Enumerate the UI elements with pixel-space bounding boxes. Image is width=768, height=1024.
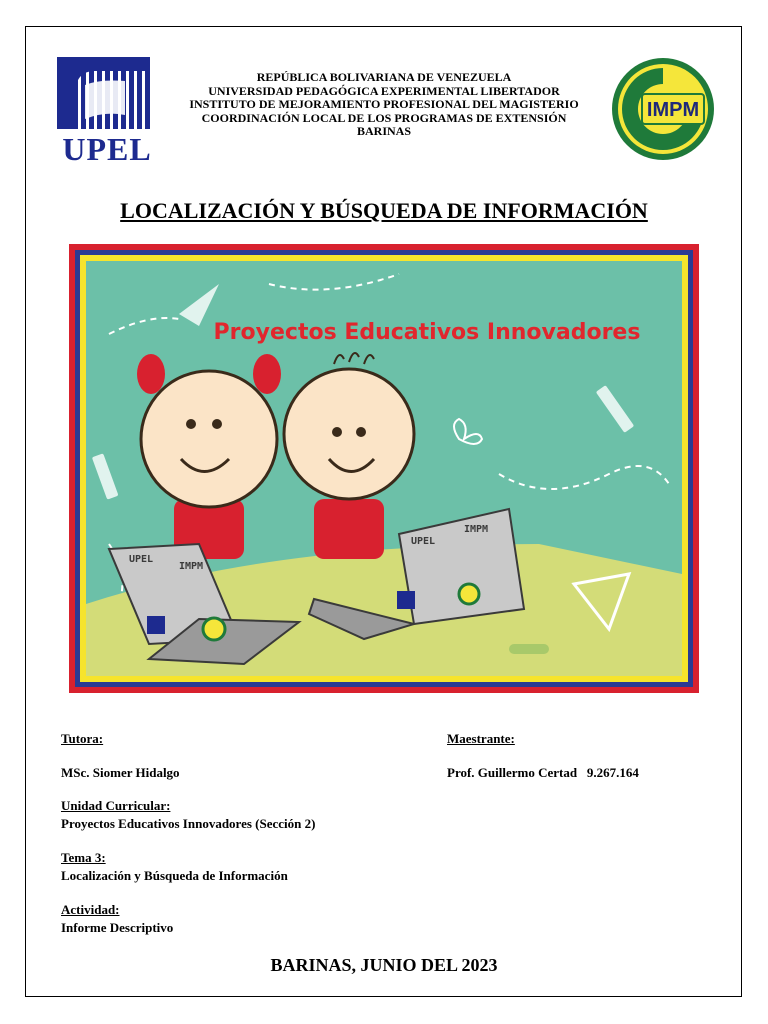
actividad-label: Actividad: <box>61 902 120 917</box>
laptop-right-label-upel: UPEL <box>411 536 436 547</box>
tutora-value: MSc. Siomer Hidalgo <box>61 765 180 780</box>
impm-logo <box>610 56 716 162</box>
tema-value: Localización y Búsqueda de Información <box>61 868 288 883</box>
cover-headline: Proyectos Educativos Innovadores <box>213 320 641 345</box>
unidad-curricular-value: Proyectos Educativos Innovadores (Sección 2) <box>61 816 316 831</box>
laptop-left-label-upel: UPEL <box>129 554 154 565</box>
laptop-left-label-impm: IMPM <box>179 561 204 572</box>
cover-illustration <box>69 244 699 693</box>
tema-label: Tema 3: <box>61 850 106 865</box>
institution-header <box>170 71 598 139</box>
tutora-label: Tutora: <box>61 731 104 746</box>
impm-logo-text: IMPM <box>646 99 700 121</box>
header-line: UNIVERSIDAD PEDAGÓGICA EXPERIMENTAL LIBERTADOR <box>208 83 560 98</box>
header-line: REPÚBLICA BOLIVARIANA DE VENEZUELA <box>256 70 512 84</box>
header-line: INSTITUTO DE MEJORAMIENTO PROFESIONAL DEL MAGISTERIO <box>189 97 579 111</box>
header-line: BARINAS <box>356 124 411 138</box>
maestrante-label: Maestrante: <box>447 731 515 746</box>
header-line: COORDINACIÓN LOCAL DE LOS PROGRAMAS DE EXTENSIÓN <box>201 110 567 125</box>
upel-logo-text: UPEL <box>62 131 152 167</box>
footer-location-date: BARINAS, JUNIO DEL 2023 <box>270 955 498 975</box>
laptop-right-label-impm: IMPM <box>464 524 489 535</box>
document-title: LOCALIZACIÓN Y BÚSQUEDA DE INFORMACIÓN <box>120 198 648 223</box>
maestrante-value: Prof. Guillermo Certad 9.267.164 <box>447 765 639 780</box>
actividad-value: Informe Descriptivo <box>61 920 174 935</box>
unidad-curricular-label: Unidad Curricular: <box>61 798 171 813</box>
